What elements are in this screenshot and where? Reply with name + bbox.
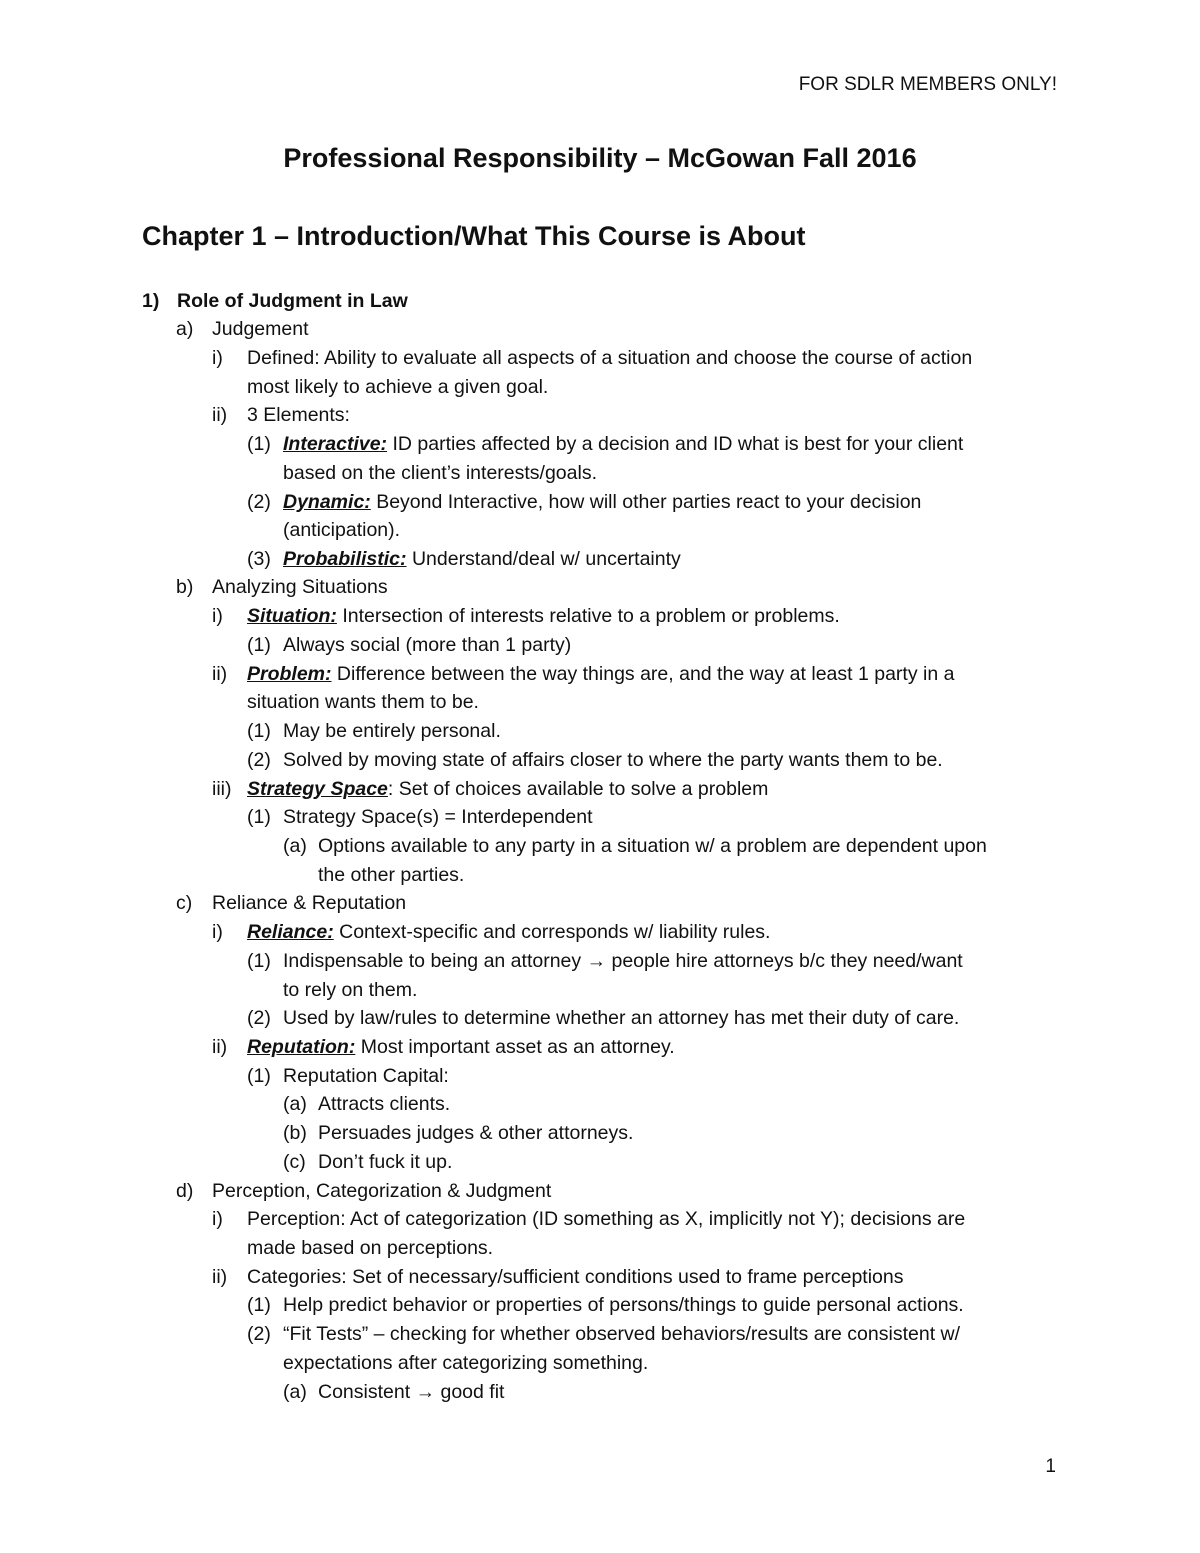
list-marker: (c) — [283, 1151, 306, 1173]
section-title: Role of Judgment in Law — [177, 290, 408, 312]
list-marker: c) — [176, 892, 193, 914]
item-text: Difference between the way things are, and the way at least 1 party in a — [331, 663, 955, 685]
list-marker: (1) — [247, 433, 271, 455]
item-text: : Set of choices available to solve a problem — [387, 778, 769, 800]
item-text: Strategy Space(s) = Interdependent — [283, 806, 593, 828]
defined-term: Interactive: — [283, 433, 388, 455]
item-text: Don’t fuck it up. — [318, 1151, 453, 1173]
list-marker: (3) — [247, 548, 271, 570]
item-text: Reliance & Reputation — [212, 892, 407, 914]
list-marker: a) — [176, 318, 194, 340]
item-text: Most important asset as an attorney. — [355, 1036, 675, 1058]
item-text: Used by law/rules to determine whether an attorney has met their duty of care. — [283, 1007, 960, 1029]
outline-item-d-i-cont: made based on perceptions. — [247, 1237, 494, 1259]
item-text: Categories: Set of necessary/sufficient conditions used to frame perceptions — [247, 1266, 904, 1288]
list-marker: ii) — [212, 1266, 228, 1288]
list-marker: (1) — [247, 1065, 271, 1087]
item-text: “Fit Tests” – checking for whether observed behaviors/results are consistent w/ — [283, 1323, 961, 1345]
document-title: Professional Responsibility – McGowan Fall 2016 — [283, 143, 917, 173]
item-text: Defined: Ability to evaluate all aspects of a situation and choose the course of action — [247, 347, 973, 369]
item-text: Understand/deal w/ uncertainty — [406, 548, 681, 570]
list-marker: (2) — [247, 1323, 271, 1345]
list-marker: iii) — [212, 778, 232, 800]
item-text: Analyzing Situations — [212, 576, 388, 598]
list-marker: (2) — [247, 491, 271, 513]
item-text: Context-specific and corresponds w/ liability rules. — [333, 921, 771, 943]
item-text: 3 Elements: — [247, 404, 350, 426]
defined-term: Situation: — [247, 605, 337, 627]
list-marker: (1) — [247, 634, 271, 656]
outline-item-a-ii-1-cont: based on the client’s interests/goals. — [283, 462, 597, 484]
outline-item-c-i-1-cont: to rely on them. — [283, 979, 418, 1001]
list-marker: b) — [176, 576, 194, 598]
item-text: Consistent — [318, 1381, 416, 1403]
defined-term: Dynamic: — [283, 491, 371, 513]
list-marker: i) — [212, 1208, 223, 1230]
list-marker: (1) — [247, 806, 271, 828]
list-marker: (2) — [247, 1007, 271, 1029]
arrow-right-icon: → — [415, 1381, 436, 1403]
outline-item-a-ii-2-cont: (anticipation). — [283, 519, 401, 541]
item-text: Options available to any party in a situation w/ a problem are dependent upon — [318, 835, 987, 857]
list-marker: (1) — [247, 950, 271, 972]
item-text: Perception, Categorization & Judgment — [212, 1180, 552, 1202]
item-text: Judgement — [212, 318, 309, 340]
list-marker: ii) — [212, 1036, 228, 1058]
list-marker: i) — [212, 921, 223, 943]
arrow-right-icon: → — [586, 950, 607, 972]
defined-term: Strategy Space — [247, 778, 388, 800]
chapter-heading: Chapter 1 – Introduction/What This Course is About — [142, 221, 806, 251]
item-text: Intersection of interests relative to a problem or problems. — [336, 605, 840, 627]
list-marker: (1) — [247, 720, 271, 742]
item-text: people hire attorneys b/c they need/want — [606, 950, 963, 972]
list-marker: ii) — [212, 404, 228, 426]
defined-term: Reliance: — [247, 921, 334, 943]
item-text: ID parties affected by a decision and ID what is best for your client — [387, 433, 964, 455]
outline-item-d-ii-2-cont: expectations after categorizing something. — [283, 1352, 649, 1374]
item-text: May be entirely personal. — [283, 720, 501, 742]
list-marker: (1) — [247, 1294, 271, 1316]
list-marker: i) — [212, 605, 223, 627]
item-text: Perception: Act of categorization (ID something as X, implicitly not Y); decisions are — [247, 1208, 966, 1230]
list-marker: i) — [212, 347, 223, 369]
item-text: good fit — [435, 1381, 505, 1403]
item-text: Attracts clients. — [318, 1093, 451, 1115]
defined-term: Reputation: — [247, 1036, 356, 1058]
item-text: Always social (more than 1 party) — [283, 634, 572, 656]
list-marker: ii) — [212, 663, 228, 685]
outline-item-b-ii-cont: situation wants them to be. — [247, 691, 479, 713]
outline-item-a-i-cont: most likely to achieve a given goal. — [247, 376, 549, 398]
list-marker: (b) — [283, 1122, 307, 1144]
defined-term: Probabilistic: — [283, 548, 407, 570]
list-marker: (a) — [283, 1381, 307, 1403]
list-marker: 1) — [142, 290, 160, 312]
item-text: Help predict behavior or properties of persons/things to guide personal actions. — [283, 1294, 964, 1316]
item-text: Solved by moving state of affairs closer to where the party wants them to be. — [283, 749, 943, 771]
item-text: Reputation Capital: — [283, 1065, 449, 1087]
item-text: Persuades judges & other attorneys. — [318, 1122, 634, 1144]
list-marker: (a) — [283, 835, 307, 857]
item-text: Beyond Interactive, how will other parties react to your decision — [370, 491, 922, 513]
defined-term: Problem: — [247, 663, 332, 685]
list-marker: d) — [176, 1180, 194, 1202]
outline-item-b-iii-1-a-cont: the other parties. — [318, 864, 465, 886]
list-marker: (2) — [247, 749, 271, 771]
header-notice: FOR SDLR MEMBERS ONLY! — [798, 74, 1057, 95]
item-text: Indispensable to being an attorney — [283, 950, 587, 972]
page-number: 1 — [1045, 1456, 1056, 1477]
list-marker: (a) — [283, 1093, 307, 1115]
